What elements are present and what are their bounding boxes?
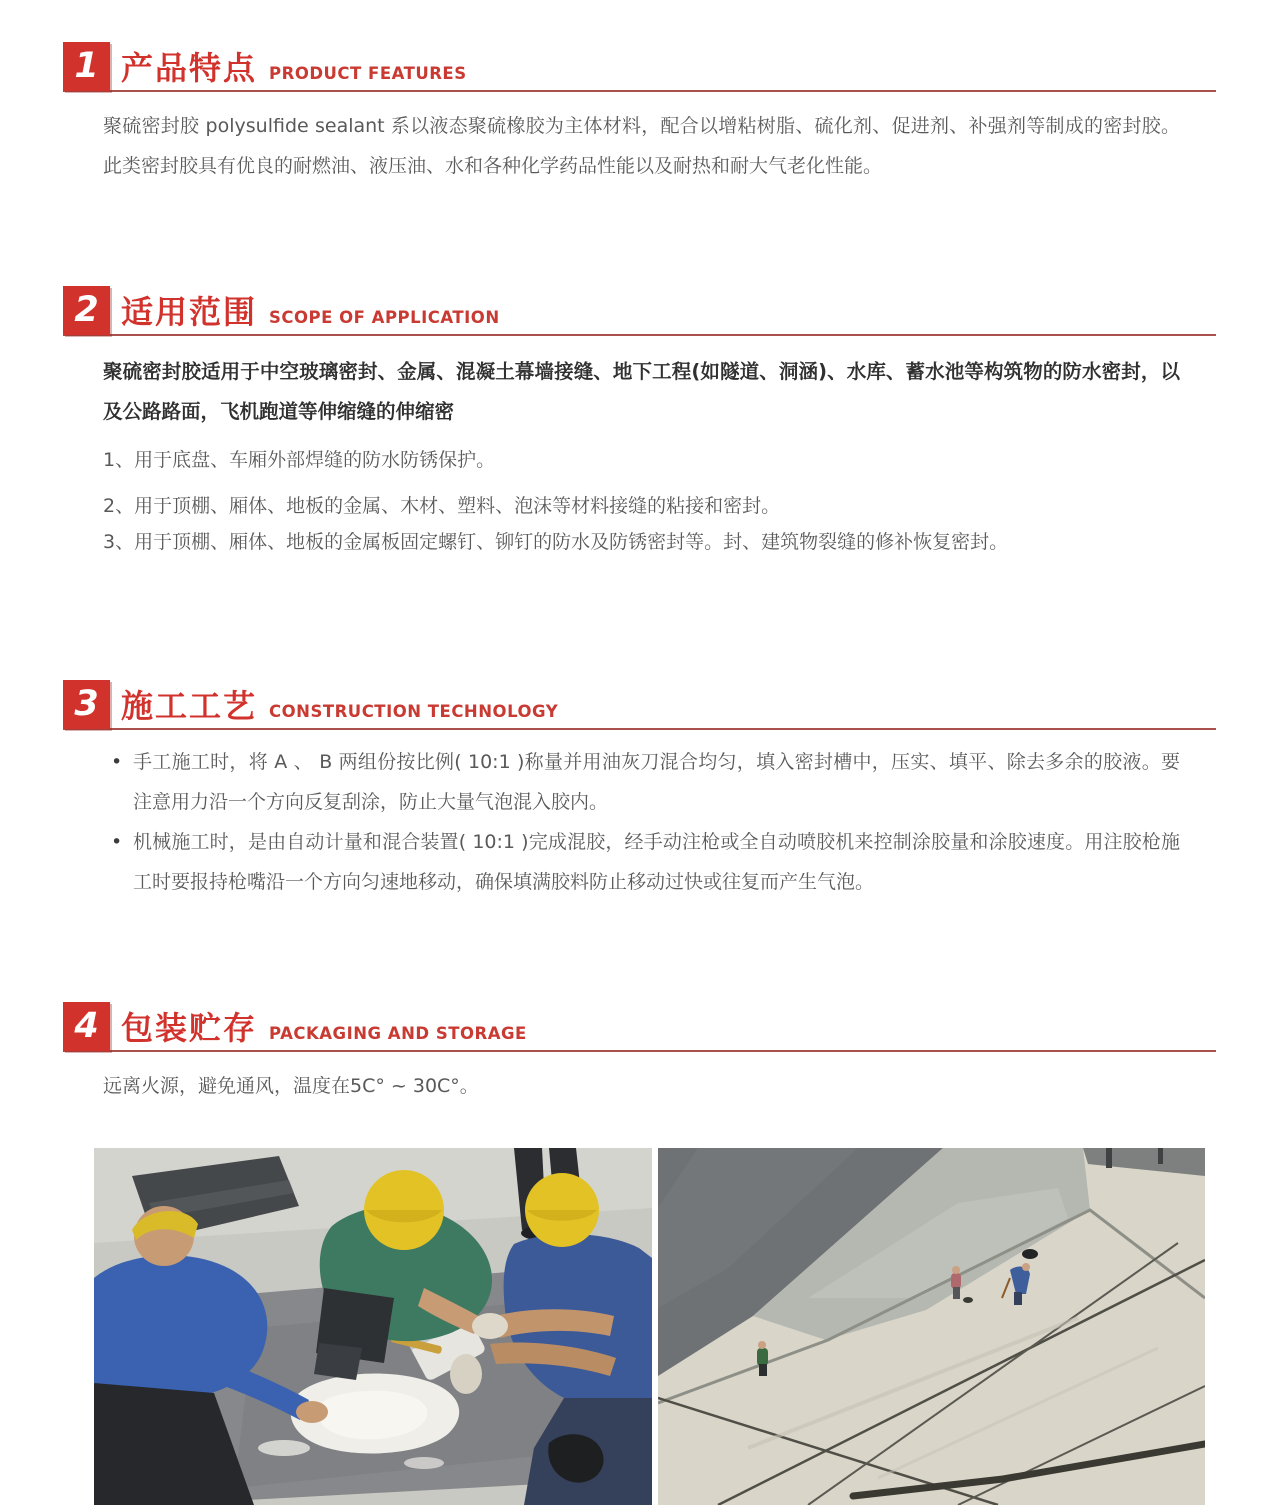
section-title-en: CONSTRUCTION TECHNOLOGY <box>269 702 559 721</box>
section-title-zh: 施工工艺 <box>121 687 258 725</box>
list-item: • 机械施工时，是由自动计量和混合装置( 10:1 )完成混胶，经手动注枪或全自动喷胶机来控制涂胶量和涂胶速度。用注胶枪施工时要报持枪嘴沿一个方向匀速地移动，确保填满胶料防止移动过快或往复而产生气泡。 <box>103 822 1180 902</box>
section-3-procedure-list <box>103 742 1180 902</box>
section-title-en: PRODUCT FEATURES <box>269 64 467 83</box>
list-item: • 手工施工时，将 A 、 B 两组份按比例( 10:1 )称量并用油灰刀混合均匀，填入密封槽中，压实、填平、除去多余的胶液。要注意用力沿一个方向反复刮涂，防止大量气泡混入胶内。 <box>103 742 1180 822</box>
section-1-header <box>63 38 1216 92</box>
list-item: 2、用于顶棚、厢体、地板的金属、木材、塑料、泡沫等材料接缝的粘接和密封。 <box>103 495 781 517</box>
section-3-header <box>63 676 1216 730</box>
section-number: 4 <box>74 1006 99 1046</box>
list-item: 3、用于顶棚、厢体、地板的金属板固定螺钉、铆钉的防水及防锈密封等。封、建筑物裂缝的修补恢复密封。 <box>103 531 1009 553</box>
section-number: 3 <box>74 684 99 724</box>
section-number: 2 <box>74 290 99 330</box>
photo-concrete-slope-joint-sealing <box>658 1148 1205 1505</box>
section-title-zh: 适用范围 <box>121 293 258 331</box>
section-1-number-badge <box>63 42 110 91</box>
section-title-zh: 包装贮存 <box>121 1009 258 1047</box>
section-4-titles <box>121 1003 527 1049</box>
section-1-paragraph: 聚硫密封胶 polysulfide sealant 系以液态聚硫橡胶为主体材料，配合以增粘树脂、硫化剂、促进剂、补强剂等制成的密封胶。此类密封胶具有优良的耐燃油、液压油、水和各种化学药品性能以及耐热和耐大气老化性能。 <box>103 115 1180 177</box>
section-2-lead-paragraph: 聚硫密封胶适用于中空玻璃密封、金属、混凝土幕墙接缝、地下工程(如隧道、洞涵)、水库、蓄水池等构筑物的防水密封，以及公路路面，飞机跑道等伸缩缝的伸缩密 <box>103 360 1180 423</box>
section-title-zh: 产品特点 <box>121 49 258 87</box>
section-2-number-badge <box>63 286 110 335</box>
section-4-header <box>63 998 1216 1052</box>
section-3-number-badge <box>63 680 110 729</box>
section-2-application-list <box>103 444 1180 558</box>
photo-row <box>94 1148 1280 1505</box>
section-number: 1 <box>74 46 99 86</box>
section-1-titles <box>121 43 467 89</box>
photo-workers-mixing-sealant <box>94 1148 652 1505</box>
section-3-titles <box>121 681 558 727</box>
list-item: 1、用于底盘、车厢外部焊缝的防水防锈保护。 <box>103 449 496 471</box>
section-title-en: PACKAGING AND STORAGE <box>269 1024 527 1043</box>
section-2-titles <box>121 287 500 333</box>
section-4-number-badge <box>63 1002 110 1051</box>
section-title-en: SCOPE OF APPLICATION <box>269 308 500 327</box>
section-2-header <box>63 282 1216 336</box>
section-4-paragraph: 远离火源，避免通风，温度在5C° ~ 30C°。 <box>103 1075 479 1097</box>
